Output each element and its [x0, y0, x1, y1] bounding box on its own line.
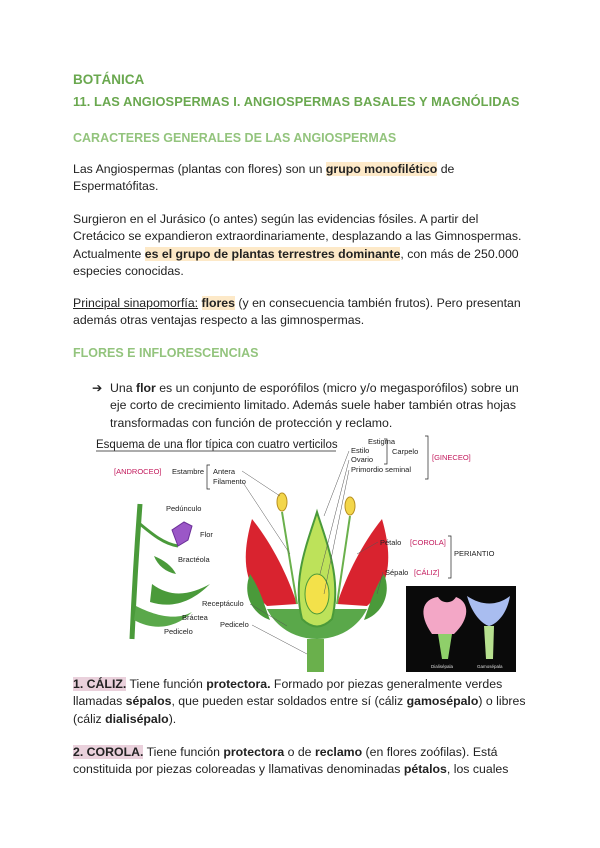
label-perianto: PERIANTIO: [454, 549, 495, 558]
bracteola-leaf: [154, 556, 176, 574]
paragraph-sinapomorfia: [73, 295, 533, 330]
text-run: (y en consecuencia también frutos). Pero presentan además otras ventajas respecto a las gimnospermas.: [73, 296, 521, 328]
label-peduncolo: Pedúnculo: [166, 504, 202, 513]
section-heading-flores: FLORES E INFLORESCENCIAS: [73, 346, 259, 360]
bracket-estambre: [207, 465, 210, 489]
branch-stem: [140, 524, 178, 546]
flower-diagram: [92, 434, 522, 674]
label-antera: Antera: [213, 467, 236, 476]
bractea-leaf: [150, 584, 210, 605]
heading-corola: 2. COROLA.: [73, 745, 144, 759]
label-pedicelo: Pedicelo: [220, 620, 249, 629]
ovary: [305, 574, 329, 614]
label-gamosepala: Gamosépala: [477, 664, 503, 669]
text-run: Las Angiospermas (plantas con flores) son un: [73, 162, 326, 176]
text-run: es un conjunto de esporófilos (micro y/o megasporófilos) sobre un eje corto de crecimiento limitado. Además suele haber también otras hojas transformadas con función de protección y reclamo.: [110, 381, 519, 430]
document-subtitle: 11. LAS ANGIOSPERMAS I. ANGIOSPERMAS BASALES Y MAGNÓLIDAS: [73, 94, 520, 109]
text-run: o de: [284, 745, 315, 759]
bracket-gineceo: [425, 436, 428, 479]
label-dialisepala: Dialisépala: [431, 664, 454, 669]
bold-run: dialisépalo: [105, 711, 169, 726]
photo-background: [406, 586, 516, 672]
text-run: ) o libres (cáliz: [73, 694, 526, 726]
label-estambre: Estambre: [172, 467, 205, 476]
label-estigma: Estigma: [368, 437, 396, 446]
bullet-flor-definition: [92, 380, 532, 432]
arrow-bullet-icon: ➔: [92, 381, 103, 395]
label-receptaculo: Receptáculo: [202, 599, 244, 608]
highlight-dominante: es el grupo de plantas terrestres dominante: [144, 246, 401, 261]
text-run: (en flores zoófilas). Está constituida por piezas coloreadas y llamativas denominadas: [73, 745, 498, 777]
paragraph-corola: [73, 744, 533, 779]
text-run: , los cuales: [446, 762, 509, 777]
paragraph-origin: [73, 211, 533, 280]
flower-photos: [406, 586, 516, 672]
text-run: ).: [168, 711, 177, 726]
label-bracteola: Bractéola: [178, 555, 210, 564]
bold-run: protectora.: [206, 677, 271, 691]
document-title: BOTÁNICA: [73, 72, 145, 87]
anther-left: [277, 493, 287, 511]
bold-run: sépalos: [125, 694, 172, 709]
text-run: Formado por piezas generalmente verdes llamadas: [73, 677, 503, 709]
figure-title: Esquema de una flor típica con cuatro verticilos: [96, 439, 338, 451]
pedicel-stalk: [307, 639, 324, 672]
text-run: Una: [110, 381, 136, 395]
bold-run: pétalos: [403, 762, 447, 777]
bracket-perianto: [448, 536, 451, 578]
label-filamento: Filamento: [213, 477, 246, 486]
text-run: Surgieron en el Jurásico (o antes) según las evidencias fósiles. A partir del Cretácico se expandieron extraordinariamente, desplazando a las Gimnospermas. Actualmente: [73, 212, 522, 261]
label-caliz: [CÁLIZ]: [414, 568, 440, 577]
label-gineceo: [GINECEO]: [432, 453, 471, 462]
label-pedicelo-left: Pedicelo: [164, 627, 193, 636]
paragraph-intro: [73, 161, 533, 196]
heading-caliz: 1. CÁLIZ.: [73, 677, 127, 691]
bold-flor: flor: [135, 381, 156, 395]
label-primordio: Primordio seminal: [351, 465, 412, 474]
bold-run: gamosépalo: [406, 694, 479, 709]
bold-run: protectora: [223, 745, 285, 759]
bold-run: reclamo: [314, 745, 363, 759]
highlight-monofiletico: grupo monofilético: [325, 162, 438, 176]
flower-cross-section: [246, 493, 388, 672]
anther-right: [345, 497, 355, 515]
section-heading-caracteres: CARACTERES GENERALES DE LAS ANGIOSPERMAS: [73, 131, 397, 145]
text-run: , con más de 250.000 especies conocidas.: [73, 246, 519, 278]
label-flor: Flor: [200, 530, 213, 539]
label-petalo: Pétalo: [380, 538, 402, 547]
label-ovario: Ovario: [351, 455, 374, 464]
underlined-label: Principal sinapomorfía:: [73, 296, 199, 310]
label-androceo: [ANDROCEO]: [114, 467, 162, 476]
text-run: Tiene función: [143, 745, 224, 759]
label-estilo: Estilo: [351, 446, 370, 455]
label-carpelo: Carpelo: [392, 447, 419, 456]
text-run: Tiene función: [126, 677, 207, 691]
text-run: de Espermatófitas.: [73, 162, 455, 194]
text-run: , que pueden estar soldados entre sí (cáliz: [171, 694, 407, 709]
label-bractea: Bráctea: [182, 613, 208, 622]
bullet-text: [110, 380, 532, 432]
highlight-flores: flores: [201, 296, 235, 310]
small-flower: [172, 522, 192, 546]
label-corola: [COROLA]: [410, 538, 446, 547]
label-sepalo: Sépalo: [385, 568, 409, 577]
paragraph-caliz: [73, 676, 533, 728]
